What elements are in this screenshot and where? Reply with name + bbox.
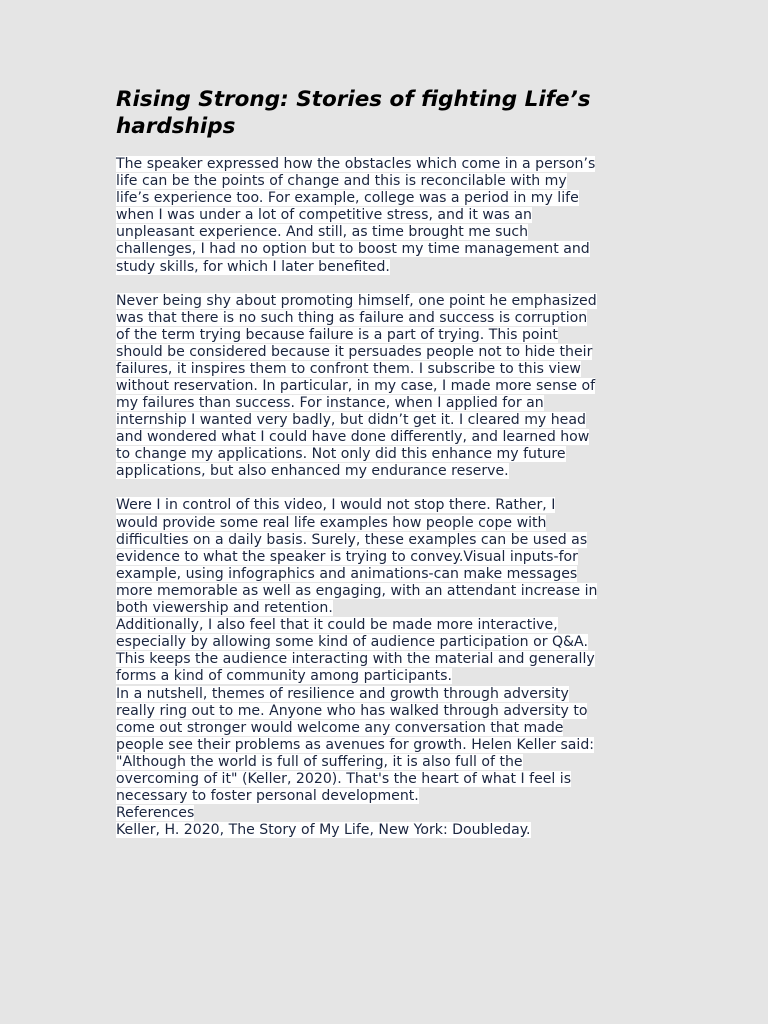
- text-line: [116, 207, 676, 224]
- text-line-content: really ring out to me. Anyone who has walked through adversity to: [116, 702, 588, 719]
- text-line: [116, 566, 676, 583]
- references-heading: [116, 805, 676, 822]
- text-line: [116, 361, 676, 378]
- text-line-content: come out stronger would welcome any conversation that made: [116, 719, 564, 736]
- text-line: [116, 686, 676, 703]
- text-line-content: forms a kind of community among participants.: [116, 668, 452, 685]
- text-line: [116, 737, 676, 754]
- text-line-content: example, using infographics and animations-can make messages: [116, 565, 578, 582]
- text-line-content: life’s experience too. For example, college was a period in my life: [116, 190, 579, 207]
- text-line: [116, 429, 676, 446]
- text-line: [116, 395, 676, 412]
- text-line: [116, 515, 676, 532]
- text-line: [116, 720, 676, 737]
- text-line: [116, 600, 676, 617]
- text-line: [116, 788, 676, 805]
- text-line-content: evidence to what the speaker is trying to convey.Visual inputs-for: [116, 548, 578, 565]
- title-line: Rising Strong: Stories of fighting Life’s: [116, 87, 591, 112]
- text-line: [116, 156, 676, 173]
- text-line-content: internship I wanted very badly, but didn’t get it. I cleared my head: [116, 412, 586, 429]
- text-line: [116, 549, 676, 566]
- text-line-content: difficulties on a daily basis. Surely, these examples can be used as: [116, 531, 588, 548]
- text-line: [116, 412, 676, 429]
- text-line: [116, 310, 676, 327]
- text-line: [116, 532, 676, 549]
- text-line-content: failures, it inspires them to confront them. I subscribe to this view: [116, 360, 581, 377]
- document-body: [116, 156, 676, 839]
- text-line: [116, 190, 676, 207]
- text-line-content: unpleasant experience. And still, as time brought me such: [116, 224, 529, 241]
- text-line-content: my failures than success. For instance, when I applied for an: [116, 395, 544, 412]
- text-line-content: necessary to foster personal development.: [116, 788, 419, 805]
- text-line: [116, 173, 676, 190]
- text-line-content: applications, but also enhanced my endurance reserve.: [116, 463, 509, 480]
- text-line-content: "Although the world is full of suffering, it is also full of the: [116, 753, 523, 770]
- text-line-content: to change my applications. Not only did this enhance my future: [116, 446, 566, 463]
- text-line: [116, 463, 676, 480]
- text-line: [116, 259, 676, 276]
- text-line: [116, 583, 676, 600]
- text-line: [116, 497, 676, 514]
- text-line-content: when I was under a lot of competitive stress, and it was an: [116, 207, 532, 224]
- text-line: [116, 771, 676, 788]
- text-line-content: The speaker expressed how the obstacles which come in a person’s: [116, 156, 596, 172]
- text-line: [116, 224, 676, 241]
- text-line-content: should be considered because it persuades people not to hide their: [116, 343, 593, 360]
- paragraph-gap: [116, 276, 676, 293]
- text-line-content: life can be the points of change and this is reconcilable with my: [116, 173, 567, 190]
- text-line: [116, 378, 676, 395]
- text-line-content: Were I in control of this video, I would not stop there. Rather, I: [116, 497, 556, 514]
- text-line-content: Additionally, I also feel that it could be made more interactive,: [116, 617, 558, 634]
- text-line: [116, 293, 676, 310]
- text-line-content: and wondered what I could have done differently, and learned how: [116, 429, 590, 446]
- text-line: [116, 703, 676, 720]
- document-title: [116, 86, 676, 140]
- text-line: [116, 446, 676, 463]
- text-line-content: more memorable as well as engaging, with an attendant increase in: [116, 582, 598, 599]
- text-line: [116, 651, 676, 668]
- text-line-content: study skills, for which I later benefited.: [116, 258, 390, 275]
- text-line-content: would provide some real life examples how people cope with: [116, 514, 547, 531]
- text-line: [116, 241, 676, 258]
- text-line-content: This keeps the audience interacting with the material and generally: [116, 651, 595, 668]
- text-line-content: people see their problems as avenues for growth. Helen Keller said:: [116, 736, 595, 753]
- paragraph: [116, 156, 676, 276]
- text-line-content: overcoming of it" (Keller, 2020). That's the heart of what I feel is: [116, 770, 572, 787]
- paragraph: [116, 293, 676, 481]
- text-line: [116, 617, 676, 634]
- text-line-content: Keller, H. 2020, The Story of My Life, New York: Doubleday.: [116, 822, 531, 839]
- text-line-content: References: [116, 805, 195, 822]
- text-line-content: of the term trying because failure is a part of trying. This point: [116, 326, 558, 343]
- text-line-content: both viewership and retention.: [116, 600, 333, 617]
- paragraph: [116, 497, 676, 839]
- paragraph-gap: [116, 481, 676, 498]
- text-line-content: challenges, I had no option but to boost my time management and: [116, 241, 590, 258]
- text-line: [116, 344, 676, 361]
- text-line-content: Never being shy about promoting himself, one point he emphasized: [116, 292, 597, 309]
- text-line-content: especially by allowing some kind of audience participation or Q&A.: [116, 634, 588, 651]
- text-line-content: was that there is no such thing as failure and success is corruption: [116, 309, 588, 326]
- reference-entry: [116, 822, 676, 839]
- text-line: [116, 634, 676, 651]
- text-line: [116, 754, 676, 771]
- title-line: hardships: [116, 114, 236, 139]
- text-line-content: In a nutshell, themes of resilience and growth through adversity: [116, 685, 569, 702]
- text-line: [116, 668, 676, 685]
- text-line-content: without reservation. In particular, in my case, I made more sense of: [116, 378, 596, 395]
- text-line: [116, 327, 676, 344]
